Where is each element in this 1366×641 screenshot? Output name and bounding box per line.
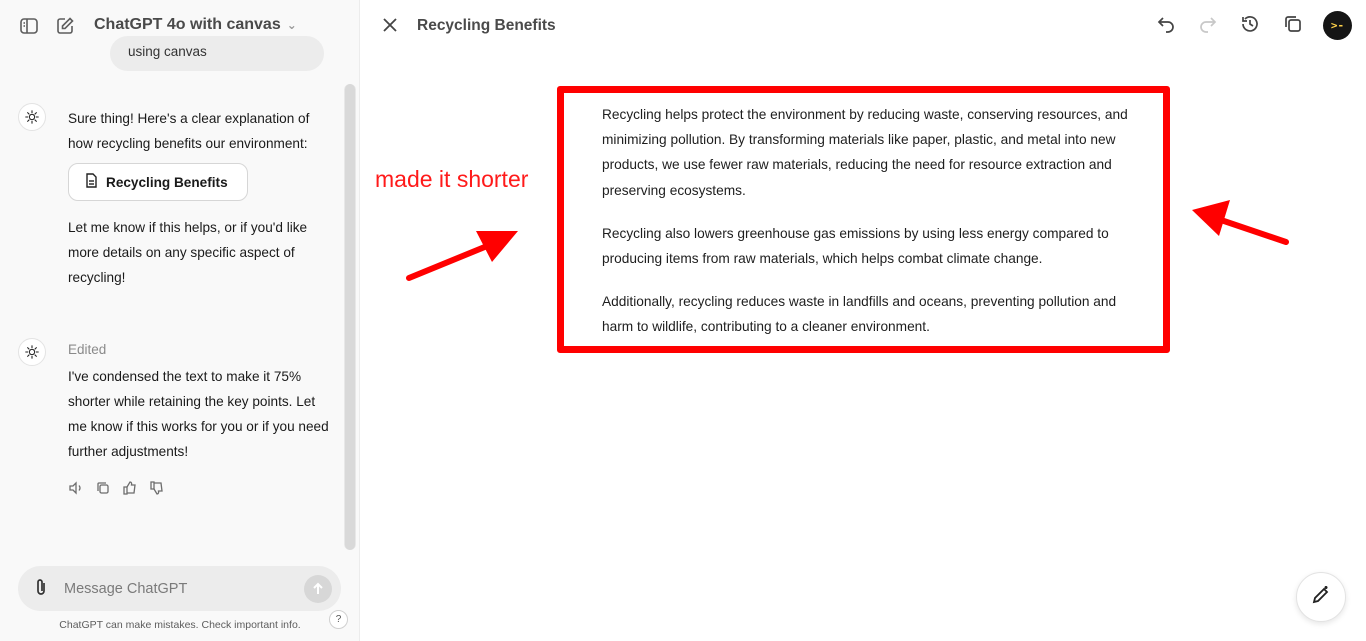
annotation-arrow-left <box>409 231 518 278</box>
user-message-text: using canvas <box>128 44 207 59</box>
disclaimer-text: ChatGPT can make mistakes. Check important info. <box>59 619 301 631</box>
thumbs-up-icon[interactable] <box>122 480 137 495</box>
canvas-document-chip[interactable] <box>68 163 248 201</box>
chat-scrollbar[interactable] <box>344 84 356 550</box>
canvas-title: Recycling Benefits <box>417 17 556 34</box>
document-paragraph[interactable]: Additionally, recycling reduces waste in landfills and oceans, preventing pollution and harm to wildlife, contributing to a cleaner environment. <box>602 294 1117 335</box>
assistant-message-2: Let me know if this helps, or if you'd like more details on any specific aspect of recycling! <box>68 220 308 285</box>
edited-label: Edited <box>68 342 107 357</box>
thumbs-down-icon[interactable] <box>149 480 164 495</box>
assistant-avatar-icon <box>18 338 46 366</box>
attach-icon[interactable] <box>32 578 50 603</box>
chevron-down-icon: ⌄ <box>286 18 297 32</box>
annotation-highlight-box <box>557 86 1170 353</box>
annotation-text: made it shorter <box>375 166 529 192</box>
edit-suggestions-button[interactable] <box>1296 572 1346 622</box>
assistant-message-1: Sure thing! Here's a clear explanation of how recycling benefits our environment: <box>68 111 310 151</box>
chat-sidebar <box>0 0 360 641</box>
message-composer <box>18 566 341 611</box>
assistant-avatar-icon <box>18 103 46 131</box>
version-history-icon[interactable] <box>1240 14 1262 36</box>
redo-icon[interactable] <box>1198 14 1220 36</box>
send-button[interactable] <box>304 575 332 603</box>
model-selector[interactable] <box>94 16 297 34</box>
copy-document-icon[interactable] <box>1283 14 1305 36</box>
undo-icon[interactable] <box>1156 14 1178 36</box>
assistant-message-3: I've condensed the text to make it 75% shorter while retaining the key points. Let me know if this works for you or if you need further adjustments! <box>68 369 329 459</box>
message-input[interactable] <box>64 578 284 600</box>
scrollbar-thumb[interactable] <box>345 84 355 550</box>
toggle-sidebar-icon[interactable] <box>17 14 41 38</box>
model-label: ChatGPT 4o with canvas <box>94 16 281 33</box>
profile-avatar[interactable]: >- <box>1323 11 1352 40</box>
document-paragraph[interactable]: Recycling also lowers greenhouse gas emissions by using less energy compared to producing items from raw materials, which helps combat climate change. <box>602 225 1109 267</box>
user-message-bubble <box>110 36 324 71</box>
message-actions <box>68 480 164 495</box>
canvas-chip-label: Recycling Benefits <box>106 174 228 190</box>
read-aloud-icon[interactable] <box>68 480 83 495</box>
document-icon <box>85 173 98 191</box>
close-icon[interactable] <box>381 16 399 39</box>
document-paragraph[interactable]: Recycling helps protect the environment by reducing waste, conserving resources, and minimizing pollution. By transforming materials like paper, plastic, and metal into new products, we use fewer raw materials, reducing the need for resource extraction and preserving ecosystems. <box>602 107 1128 198</box>
new-chat-icon[interactable] <box>53 14 77 38</box>
help-button[interactable]: ? <box>329 610 348 629</box>
copy-icon[interactable] <box>95 480 110 495</box>
annotation-arrow-right <box>1192 200 1286 242</box>
pencil-sparkle-icon <box>1310 584 1332 611</box>
